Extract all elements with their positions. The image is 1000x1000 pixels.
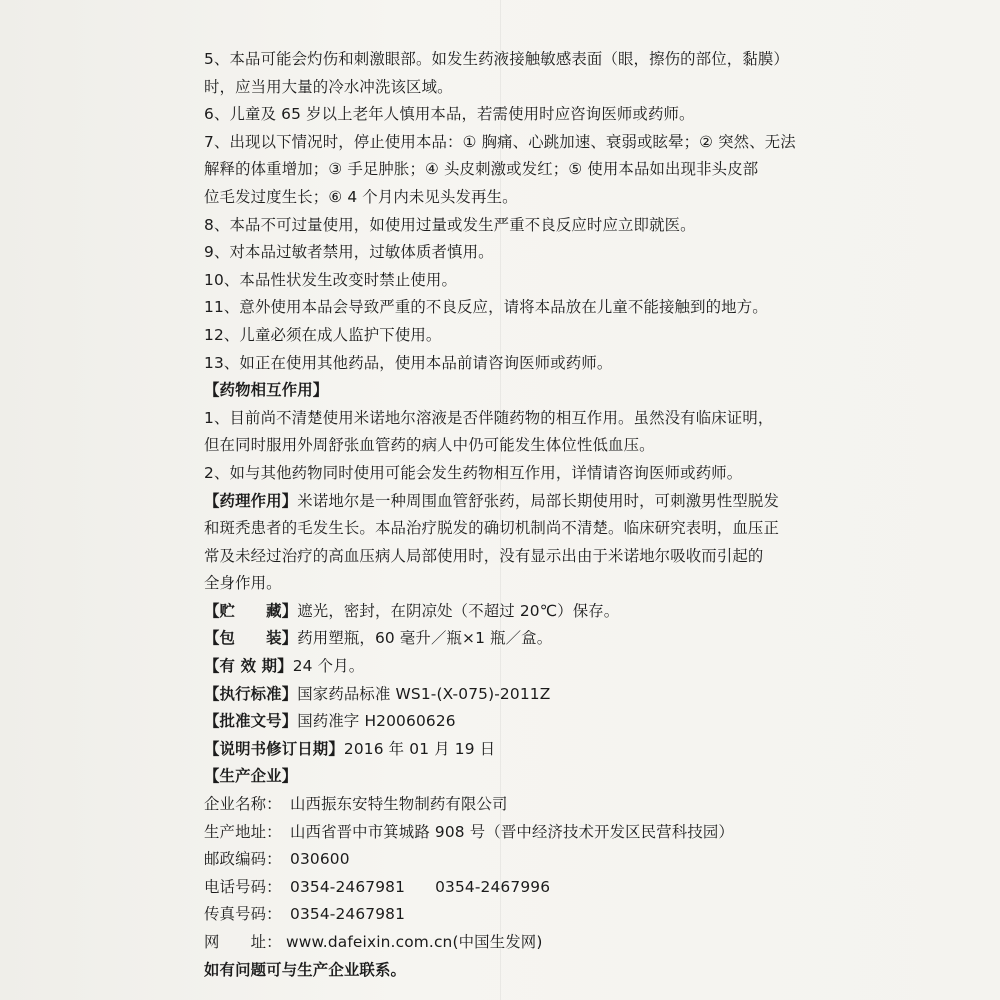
validity-row bbox=[204, 653, 814, 681]
approval-row bbox=[204, 708, 814, 736]
pharmacology-first-line bbox=[204, 488, 814, 516]
approval-value: 国药准字 H20060626 bbox=[297, 712, 456, 731]
phone-row bbox=[204, 874, 814, 902]
interactions-line: 1、目前尚不清楚使用米诺地尔溶液是否伴随药物的相互作用。虽然没有临床证明， bbox=[204, 408, 774, 427]
precaution-line: 12、儿童必须在成人监护下使用。 bbox=[204, 325, 442, 344]
phone-number-2: 0354-2467996 bbox=[435, 877, 551, 896]
validity-value: 24 个月。 bbox=[292, 657, 365, 676]
precaution-line: 11、意外使用本品会导致严重的不良反应，请将本品放在儿童不能接触到的地方。 bbox=[204, 298, 768, 317]
package-row bbox=[204, 625, 814, 653]
website-row bbox=[204, 929, 814, 957]
pharmacology-line: 全身作用。 bbox=[204, 574, 282, 593]
postal-code: 030600 bbox=[290, 850, 350, 869]
storage-value: 遮光，密封，在阴凉处（不超过 20℃）保存。 bbox=[297, 601, 620, 620]
website-label: 网 址： bbox=[204, 933, 282, 951]
interactions-heading: 【药物相互作用】 bbox=[204, 381, 329, 400]
leaflet-text bbox=[204, 46, 814, 984]
precaution-line: 10、本品性状发生改变时禁止使用。 bbox=[204, 270, 457, 289]
storage-label: 【贮 藏】 bbox=[204, 601, 298, 620]
package-label: 【包 装】 bbox=[204, 629, 298, 648]
precaution-line: 位毛发过度生长；⑥ 4 个月内未见头发再生。 bbox=[204, 187, 518, 206]
manufacturer-name-label: 企业名称： bbox=[204, 795, 282, 814]
interactions-line: 但在同时服用外周舒张血管药的病人中仍可能发生体位性低血压。 bbox=[204, 436, 655, 455]
validity-label: 【有 效 期】 bbox=[204, 657, 293, 676]
manufacturer-name-row bbox=[204, 791, 814, 819]
postal-row bbox=[204, 846, 814, 874]
phone-label: 电话号码： bbox=[204, 877, 282, 896]
precaution-line: 8、本品不可过量使用，如使用过量或发生严重不良反应时应立即就医。 bbox=[204, 215, 696, 234]
precaution-line: 13、如正在使用其他药品，使用本品前请咨询医师或药师。 bbox=[204, 353, 613, 372]
package-value: 药用塑瓶，60 毫升／瓶×1 瓶／盒。 bbox=[297, 629, 553, 648]
approval-label: 【批准文号】 bbox=[204, 712, 298, 731]
manufacturer-heading: 【生产企业】 bbox=[204, 767, 298, 786]
precaution-line: 6、儿童及 65 岁以上老年人慎用本品，若需使用时应咨询医师或药师。 bbox=[204, 105, 695, 124]
revision-label: 【说明书修订日期】 bbox=[204, 739, 344, 758]
revision-value: 2016 年 01 月 19 日 bbox=[343, 739, 496, 758]
postal-label: 邮政编码： bbox=[204, 850, 282, 869]
precaution-line: 5、本品可能会灼伤和刺激眼部。如发生药液接触敏感表面（眼，擦伤的部位，黏膜） bbox=[204, 50, 789, 68]
fax-row bbox=[204, 901, 814, 929]
manufacturer-address-row bbox=[204, 819, 814, 847]
standard-label: 【执行标准】 bbox=[204, 684, 298, 703]
pharmacology-line: 和斑秃患者的毛发生长。本品治疗脱发的确切机制尚不清楚。临床研究表明，血压正 bbox=[204, 519, 780, 538]
precaution-line: 解释的体重增加；③ 手足肿胀；④ 头皮刺激或发红；⑤ 使用本品如出现非头皮部 bbox=[204, 160, 759, 179]
revision-row bbox=[204, 736, 814, 764]
storage-row bbox=[204, 598, 814, 626]
precaution-line: 9、对本品过敏者禁用，过敏体质者慎用。 bbox=[204, 243, 494, 262]
pharmacology-text: 米诺地尔是一种周围血管舒张药，局部长期使用时，可刺激男性型脱发 bbox=[297, 491, 780, 510]
interactions-line: 2、如与其他药物同时使用可能会发生药物相互作用，详情请咨询医师或药师。 bbox=[204, 463, 743, 482]
manufacturer-address-label: 生产地址： bbox=[204, 822, 282, 841]
fax-number: 0354-2467981 bbox=[290, 905, 406, 924]
manufacturer-address: 山西省晋中市箕城路 908 号（晋中经济技术开发区民营科技园） bbox=[290, 822, 734, 841]
contact-footer: 如有问题可与生产企业联系。 bbox=[204, 960, 407, 979]
pharmacology-line: 常及未经过治疗的高血压病人局部使用时，没有显示出由于米诺地尔吸收而引起的 bbox=[204, 546, 764, 565]
standard-row bbox=[204, 681, 814, 709]
website-url: www.dafeixin.com.cn(中国生发网) bbox=[286, 933, 543, 951]
precaution-line: 时，应当用大量的冷水冲洗该区域。 bbox=[204, 77, 453, 96]
manufacturer-name: 山西振东安特生物制药有限公司 bbox=[290, 795, 508, 814]
standard-value: 国家药品标准 WS1-(X-075)-2011Z bbox=[297, 684, 551, 703]
phone-number-1: 0354-2467981 bbox=[290, 877, 406, 896]
pharmacology-heading: 【药理作用】 bbox=[204, 491, 298, 510]
precaution-line: 7、出现以下情况时，停止使用本品：① 胸痛、心跳加速、衰弱或眩晕；② 突然、无法 bbox=[204, 132, 796, 151]
fax-label: 传真号码： bbox=[204, 905, 282, 924]
